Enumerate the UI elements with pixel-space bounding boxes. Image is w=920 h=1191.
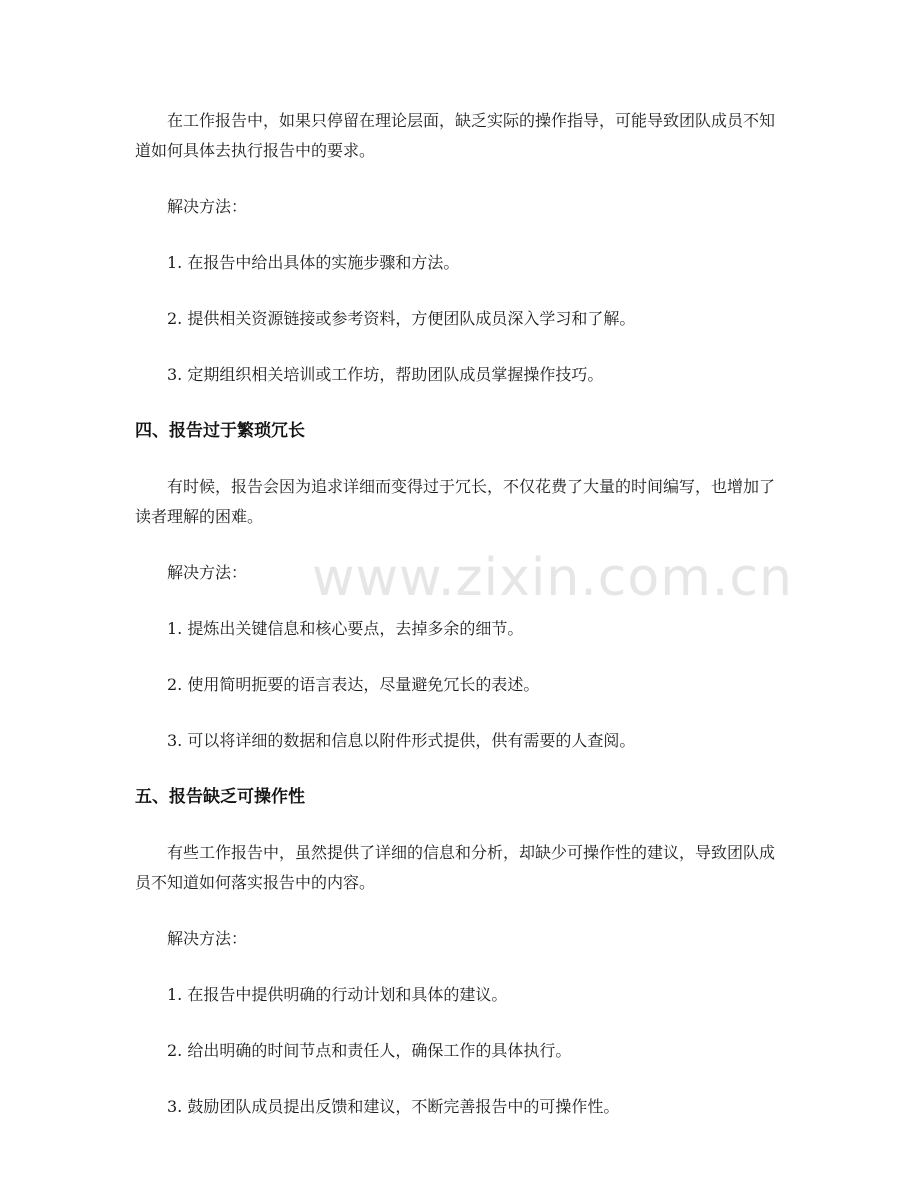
section-4-solution-label: 解决方法：	[167, 563, 248, 582]
intro-solution-item: 1. 在报告中给出具体的实施步骤和方法。	[167, 253, 460, 272]
section-5-paragraph: 有些工作报告中，虽然提供了详细的信息和分析，却缺少可操作性的建议，导致团队成员不知道如何落实报告中的内容。	[135, 843, 776, 892]
section-5-solution-item: 1. 在报告中提供明确的行动计划和具体的建议。	[167, 985, 508, 1004]
intro-solution-item: 3. 定期组织相关培训或工作坊，帮助团队成员掌握操作技巧。	[167, 365, 604, 384]
section-4-paragraph: 有时候，报告会因为追求详细而变得过于冗长，不仅花费了大量的时间编写，也增加了读者理解的困难。	[135, 477, 776, 526]
section-4-solution-item: 2. 使用简明扼要的语言表达，尽量避免冗长的表述。	[167, 675, 540, 694]
section-4-solution-item: 3. 可以将详细的数据和信息以附件形式提供，供有需要的人查阅。	[167, 731, 636, 750]
intro-solution-label: 解决方法：	[167, 197, 248, 216]
document-body	[135, 106, 785, 1148]
watermark: www.zixin.com.cn	[312, 548, 793, 608]
section-4-heading: 四、报告过于繁琐冗长	[135, 421, 305, 441]
intro-paragraph: 在工作报告中，如果只停留在理论层面，缺乏实际的操作指导，可能导致团队成员不知道如何具体去执行报告中的要求。	[135, 111, 776, 160]
section-5-solution-item: 3. 鼓励团队成员提出反馈和建议，不断完善报告中的可操作性。	[167, 1097, 620, 1116]
section-5-solution-label: 解决方法：	[167, 929, 248, 948]
section-4-solution-item: 1. 提炼出关键信息和核心要点，去掉多余的细节。	[167, 619, 524, 638]
section-5-solution-item: 2. 给出明确的时间节点和责任人，确保工作的具体执行。	[167, 1041, 572, 1060]
intro-solution-item: 2. 提供相关资源链接或参考资料，方便团队成员深入学习和了解。	[167, 309, 636, 328]
section-5-heading: 五、报告缺乏可操作性	[135, 787, 305, 807]
